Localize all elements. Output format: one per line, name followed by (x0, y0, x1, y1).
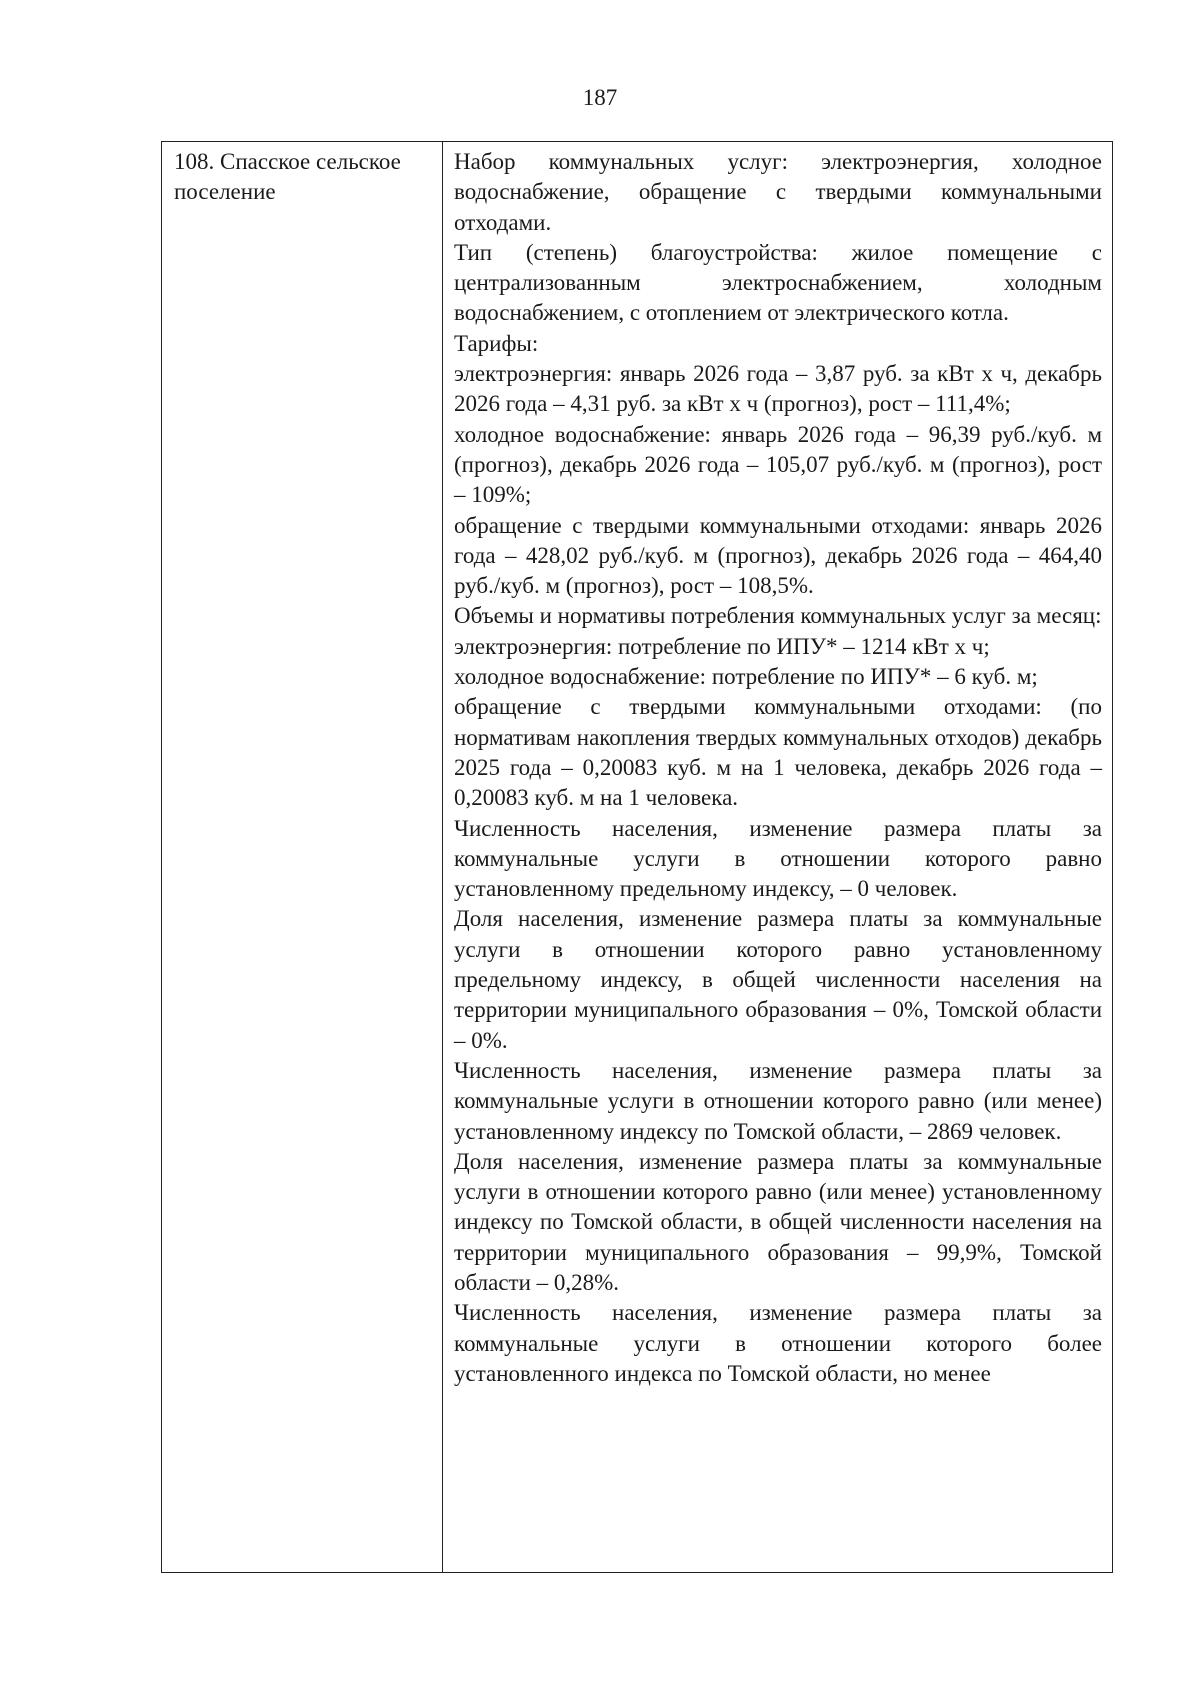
paragraph-population-more: Численность населения, изменение размера платы за коммунальные услуги в отношении которого более установленного индекса по Томской области, но менее (454, 1300, 1102, 1386)
paragraph-population-less: Численность населения, изменение размера платы за коммунальные услуги в отношении которого равно (или менее) установленному индексу по Томской области, – 2869 человек. (454, 1057, 1102, 1144)
paragraph-tariff-electricity: электроэнергия: январь 2026 года – 3,87 руб. за кВт х ч, декабрь 2026 года – 4,31 руб. за кВт х ч (прогноз), рост – 111,4%; (454, 361, 1102, 417)
paragraph-volume-waste: обращение с твердыми коммунальными отходами: (по нормативам накопления твердых коммунальных отходов) декабрь 2025 года – 0,20083 куб. м на 1 человека, декабрь 2026 года – 0,20083 куб. м на 1 человека. (454, 694, 1102, 811)
paragraph-amenities: Тип (степень) благоустройства: жилое помещение с централизованным электроснабжением, холодным водоснабжением, с отоплением от электрического котла. (454, 239, 1102, 326)
description-cell (443, 142, 1112, 1572)
paragraph-share-equal: Доля населения, изменение размера платы за коммунальные услуги в отношении которого равно установленному предельному индексу, в общей численности населения на территории муниципального образования – 0%, Томской области – 0%. (454, 906, 1102, 1053)
paragraph-volume-electricity: электроэнергия: потребление по ИПУ* – 1214 кВт х ч; (454, 633, 990, 659)
data-table (161, 141, 1113, 1573)
paragraph-volume-water: холодное водоснабжение: потребление по ИПУ* – 6 куб. м; (454, 664, 1038, 690)
paragraph-share-less: Доля населения, изменение размера платы за коммунальные услуги в отношении которого равно (или менее) установленному индексу по Томской области, в общей численности населения на территории муниципального образования – 99,9%, Томской области – 0,28%. (454, 1148, 1102, 1295)
settlement-name: 108. Спасское сельское поселение (174, 149, 401, 204)
settlement-cell (162, 142, 443, 1572)
paragraph-population-equal: Численность населения, изменение размера платы за коммунальные услуги в отношении которого равно установленному предельному индексу, – 0 человек. (454, 815, 1102, 902)
paragraph-volumes-heading: Объемы и нормативы потребления коммунальных услуг за месяц: (454, 603, 1102, 629)
paragraph-services: Набор коммунальных услуг: электроэнергия, холодное водоснабжение, обращение с твердыми коммунальными отходами. (454, 149, 1102, 235)
paragraph-tariffs-heading: Тарифы: (454, 330, 539, 356)
paragraph-tariff-water: холодное водоснабжение: январь 2026 года – 96,39 руб./куб. м (прогноз), декабрь 2026 года – 105,07 руб./куб. м (прогноз), рост – 109%; (454, 421, 1102, 508)
paragraph-tariff-waste: обращение с твердыми коммунальными отходами: январь 2026 года – 428,02 руб./куб. м (прогноз), декабрь 2026 года – 464,40 руб./куб. м (прогноз), рост – 108,5%. (454, 512, 1102, 599)
page-number: 187 (582, 85, 618, 110)
